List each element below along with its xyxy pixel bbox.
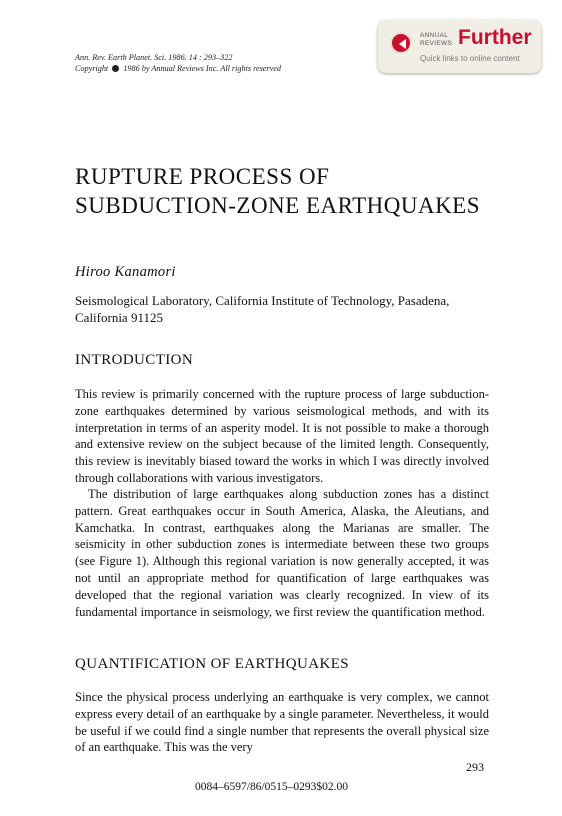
copyright-dot-icon: [112, 65, 119, 72]
author-name: Hiroo Kanamori: [75, 264, 176, 280]
introduction-heading: INTRODUCTION: [75, 352, 194, 368]
logo-annual: ANNUAL: [420, 32, 449, 39]
article-title: RUPTURE PROCESS OF SUBDUCTION-ZONE EARTHQUAKES: [75, 164, 481, 218]
author-affiliation: Seismological Laboratory, California Institute of Technology, Pasadena, California 91125: [75, 293, 450, 325]
article-code: 0084–6597/86/0515–0293$02.00: [195, 781, 349, 793]
annual-reviews-logo: [420, 32, 452, 47]
logo-reviews: REVIEWS: [420, 39, 453, 47]
back-arrow-icon: [390, 32, 412, 54]
copyright-text: 1986 by Annual Reviews Inc. All rights reserved: [123, 64, 281, 73]
journal-citation: [75, 52, 281, 74]
further-label: Further: [458, 26, 532, 49]
quantification-heading: QUANTIFICATION OF EARTHQUAKES: [75, 656, 350, 672]
introduction-paragraph-2: The distribution of large earthquakes along subduction zones has a distinct pattern. Great earthquakes occur in South America, Alaska, the Aleutians, and Kamchatka. In contrast, earthquakes along the Marianas are smaller. The seismicity in other subduction zones is intermediate between these two groups (see Figure 1). Although this regional variation is now generally accepted, it was not until an appropriate method for quantification of large earthquakes was developed that the regional variation was clearly recognized. In view of its fundamental importance in seismology, we first review the quantification method.: [75, 487, 489, 619]
page-number: 293: [466, 760, 484, 774]
journal-copyright-line: [75, 63, 281, 74]
copyright-label: Copyright: [75, 64, 109, 73]
journal-citation-line1: Ann. Rev. Earth Planet. Sci. 1986. 14 : 293–322: [75, 53, 233, 62]
introduction-paragraph-1: This review is primarily concerned with the rupture process of large subduction-zone earthquakes determined by various seismological methods, and with its interpretation in terms of an asperity model. It is not possible to make a thorough and extensive review on the subject because of the limited length. Consequently, this review is inevitably biased toward the works in which I was directly involved through collaborations with various investigators.: [75, 387, 489, 485]
quantification-paragraph-1: Since the physical process underlying an earthquake is very complex, we cannot express every detail of an earthquake by a single parameter. Nevertheless, it would be useful if we could find a single number that represents the overall physical size of an earthquake. This was the very: [75, 690, 489, 755]
further-subtitle: Quick links to online content: [420, 54, 520, 63]
annual-reviews-further-badge[interactable]: [378, 20, 541, 73]
